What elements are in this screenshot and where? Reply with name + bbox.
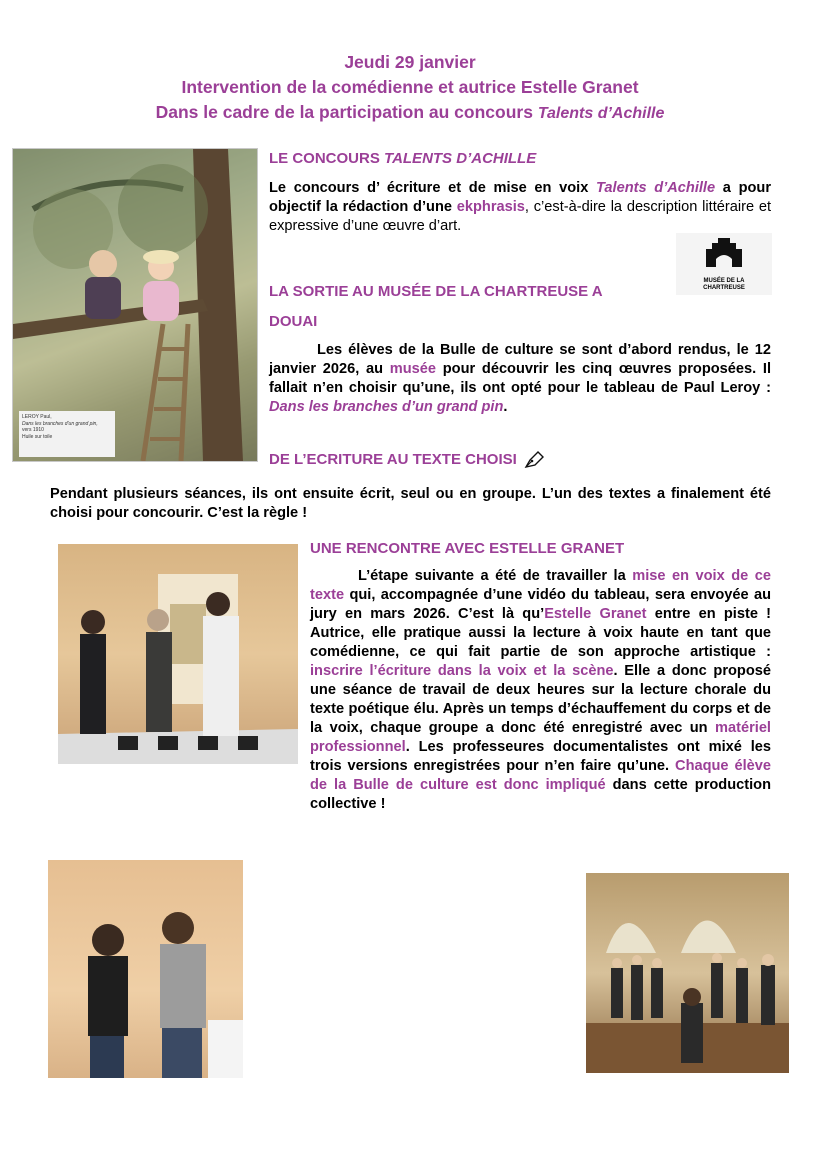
section1-text-3: a pour objectif la rédaction d’une	[269, 180, 772, 215]
museum-logo-line-1: MUSÉE DE LA	[703, 278, 745, 284]
photo-group-circle	[586, 873, 789, 1073]
header-line-3-italic: Talents d’Achille	[537, 105, 665, 122]
section4-text-9: . Les professeures documentalistes ont mixé les trois versions enregistrées pour n’en faire qu’une.	[310, 739, 771, 774]
section1-text-1: Le concours d’ écriture et de mise en voix	[269, 180, 589, 196]
section4-text-2: mise en voix de ce texte	[310, 568, 771, 603]
painting-caption-line-4: Huile sur toile	[22, 433, 53, 440]
section4-text-1: L’étape suivante a été de travailler la	[358, 568, 626, 584]
section4-heading: UNE RENCONTRE AVEC ESTELLE GRANET	[310, 540, 625, 557]
painting-caption-line-1: LEROY Paul,	[22, 414, 52, 420]
photo-rehearsal	[58, 544, 298, 764]
photo-rehearsal-illustration	[58, 544, 298, 764]
section4-text-4: Estelle Granet	[544, 606, 647, 622]
section1-heading	[269, 150, 536, 167]
header-line-2: Intervention de la comédienne et autrice Estelle Granet	[181, 77, 639, 97]
section2-text-5: .	[503, 399, 508, 415]
painting-image	[12, 148, 258, 462]
section2-text-2: musée	[389, 361, 437, 377]
section3-paragraph: Pendant plusieurs séances, ils ont ensuite écrit, seul ou en groupe. L’un des textes a finalement été choisi pour concourir. C’est la règle !	[50, 486, 771, 521]
header-line-1: Jeudi 29 janvier	[344, 52, 476, 72]
museum-logo-text	[676, 278, 772, 292]
header-line-3	[0, 100, 820, 126]
section4-paragraph-top	[310, 567, 771, 814]
section4-text-10: Chaque élève de la Bulle de culture est donc impliqué	[310, 758, 771, 793]
museum-logo	[676, 233, 772, 295]
museum-logo-line-2: CHARTREUSE	[703, 285, 745, 291]
painting-caption-line-2: Dans les branches d'un grand pin,	[22, 420, 98, 427]
section2-text-4: Dans les branches d’un grand pin	[269, 399, 504, 415]
section3-heading	[269, 450, 545, 470]
section3-heading-text: DE L’ECRITURE AU TEXTE CHOISI	[269, 450, 517, 468]
section4-text-5: entre en piste ! Autrice, elle pratique aussi la lecture à voix haute en tant que comédienne, ce qui fait partie de son approche artistique :	[310, 606, 771, 660]
section1-paragraph	[269, 179, 771, 236]
section2-heading-line-1: LA SORTIE AU MUSÉE DE LA CHARTREUSE A	[269, 283, 603, 300]
section2-text-3: pour découvrir les cinq œuvres proposées. Il fallait n’en choisir qu’une, ils ont opté pour le tableau de Paul Leroy :	[269, 361, 771, 396]
section1-heading-italic: TALENTS D’ACHILLE	[384, 150, 537, 167]
painting-caption-line-3: vers 1910	[22, 427, 44, 433]
section1-heading-prefix: LE CONCOURS	[269, 150, 380, 167]
section4-text-11: dans cette production collective !	[310, 777, 771, 812]
fountain-pen-icon	[523, 450, 545, 470]
section1-text-2: Talents d’Achille	[596, 180, 716, 196]
section4-text-6: inscrire l’écriture dans la voix et la scène	[310, 663, 614, 679]
section2-heading-line-2: DOUAI	[269, 313, 318, 330]
section2-text-1: Les élèves de la Bulle de culture se sont d’abord rendus, le 12 janvier 2026, au	[269, 342, 771, 377]
section4-text-3: qui, accompagnée d’une vidéo du tableau, sera envoyée au jury en mars 2026. C’est là qu’	[310, 587, 771, 622]
section1-text-5: , c’est-à-dire la description littéraire et expressive d’une œuvre d’art.	[269, 199, 772, 234]
photo-students-reading	[48, 860, 243, 1078]
section2-paragraph	[269, 341, 771, 417]
header-line-3-prefix: Dans le cadre de la participation au concours	[155, 102, 533, 122]
photo-students-illustration	[48, 860, 243, 1078]
section4-text-7: . Elle a donc proposé une séance de travail de deux heures sur la lecture chorale du texte poétique élu. Après un temps d’échauffement du corps et de la voix, chaque groupe a donc été enregistré avec un	[310, 663, 771, 736]
photo-group-illustration	[586, 873, 789, 1073]
museum-building-icon	[676, 233, 772, 273]
painting-caption	[19, 411, 115, 457]
section1-text-4: ekphrasis	[456, 199, 525, 215]
section4-text-8: matériel professionnel	[310, 720, 771, 755]
